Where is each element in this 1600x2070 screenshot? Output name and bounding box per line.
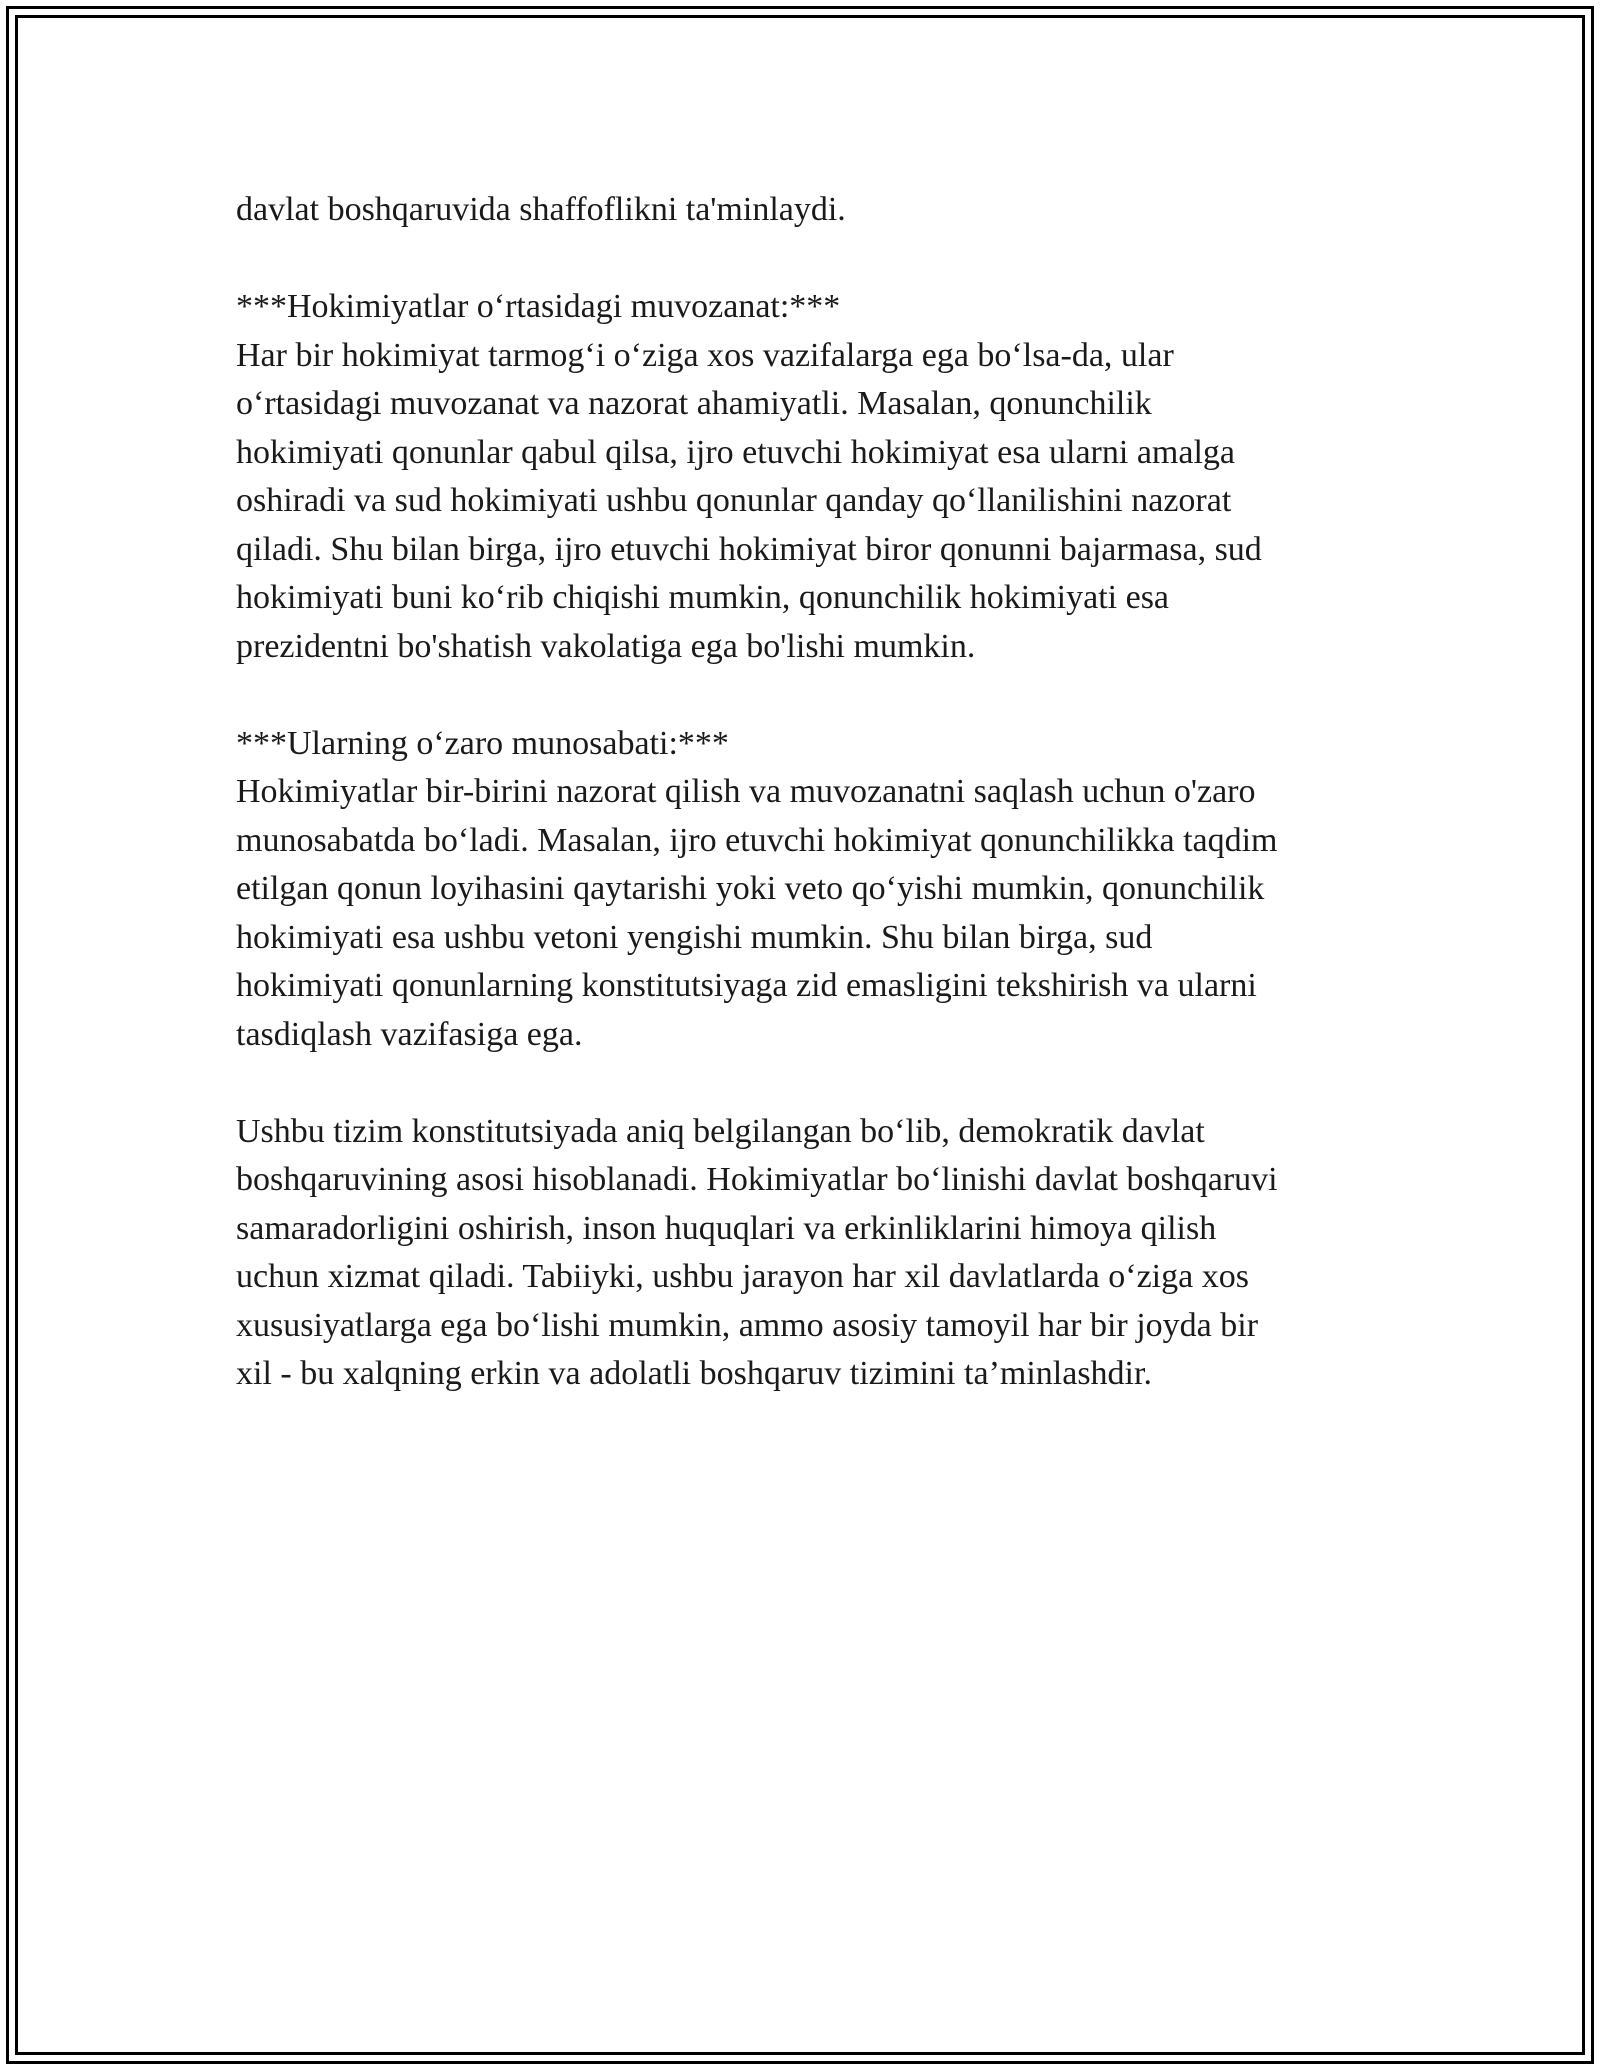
text-line: xil - bu xalqning erkin va adolatli boshqaruv tizimini ta’minlashdir. <box>236 1355 1152 1392</box>
text-line: Hokimiyatlar bir-birini nazorat qilish va muvozanatni saqlash uchun o'zaro <box>236 773 1256 810</box>
text-line: Har bir hokimiyat tarmog‘i o‘ziga xos vazifalarga ega bo‘lsa-da, ular <box>236 336 1174 374</box>
text-line: hokimiyati esa ushbu vetoni yengishi mumkin. Shu bilan birga, sud <box>236 918 1153 956</box>
text-line: hokimiyati qonunlarning konstitutsiyaga zid emasligini tekshirish va ularni <box>236 967 1257 1004</box>
document-body <box>236 186 1376 1399</box>
text-line: hokimiyati buni ko‘rib chiqishi mumkin, qonunchilik hokimiyati esa <box>236 579 1170 616</box>
section-paragraph-balance <box>236 332 1376 672</box>
text-line: boshqaruvining asosi hisoblanadi. Hokimiyatlar bo‘linishi davlat boshqaruvi <box>236 1161 1278 1198</box>
section-paragraph-relations <box>236 768 1376 1059</box>
text-line: Ushbu tizim konstitutsiyada aniq belgilangan bo‘lib, demokratik davlat <box>236 1112 1205 1150</box>
text-line: hokimiyati qonunlar qabul qilsa, ijro etuvchi hokimiyat esa ularni amalga <box>236 433 1235 471</box>
section-heading-relations: ***Ularning o‘zaro munosabati:*** <box>236 724 729 762</box>
text-line: munosabatda bo‘ladi. Masalan, ijro etuvchi hokimiyat qonunchilikka taqdim <box>236 821 1278 859</box>
text-line: etilgan qonun loyihasini qaytarishi yoki veto qo‘yishi mumkin, qonunchilik <box>236 870 1265 907</box>
paragraph-gap <box>236 1059 1376 1108</box>
text-line: prezidentni bo'shatish vakolatiga ega bo'lishi mumkin. <box>236 627 976 665</box>
text-line: tasdiqlash vazifasiga ega. <box>236 1015 583 1053</box>
paragraph-gap <box>236 671 1376 720</box>
text-line: o‘rtasidagi muvozanat va nazorat ahamiyatli. Masalan, qonunchilik <box>236 385 1152 422</box>
paragraph-gap <box>236 235 1376 284</box>
section-heading-balance: ***Hokimiyatlar o‘rtasidagi muvozanat:*** <box>236 288 841 325</box>
text-line: xususiyatlarga ega bo‘lishi mumkin, ammo asosiy tamoyil har bir joyda bir <box>236 1306 1259 1344</box>
text-line: qiladi. Shu bilan birga, ijro etuvchi hokimiyat biror qonunni bajarmasa, sud <box>236 530 1262 568</box>
text-line: samaradorligini oshirish, inson huquqlari va erkinliklarini himoya qilish <box>236 1209 1217 1247</box>
text-line: oshiradi va sud hokimiyati ushbu qonunlar qanday qo‘llanilishini nazorat <box>236 482 1232 519</box>
text-line: uchun xizmat qiladi. Tabiiyki, ushbu jarayon har xil davlatlarda o‘ziga xos <box>236 1258 1249 1295</box>
intro-line: davlat boshqaruvida shaffoflikni ta'minlaydi. <box>236 191 846 228</box>
conclusion-paragraph <box>236 1108 1376 1399</box>
